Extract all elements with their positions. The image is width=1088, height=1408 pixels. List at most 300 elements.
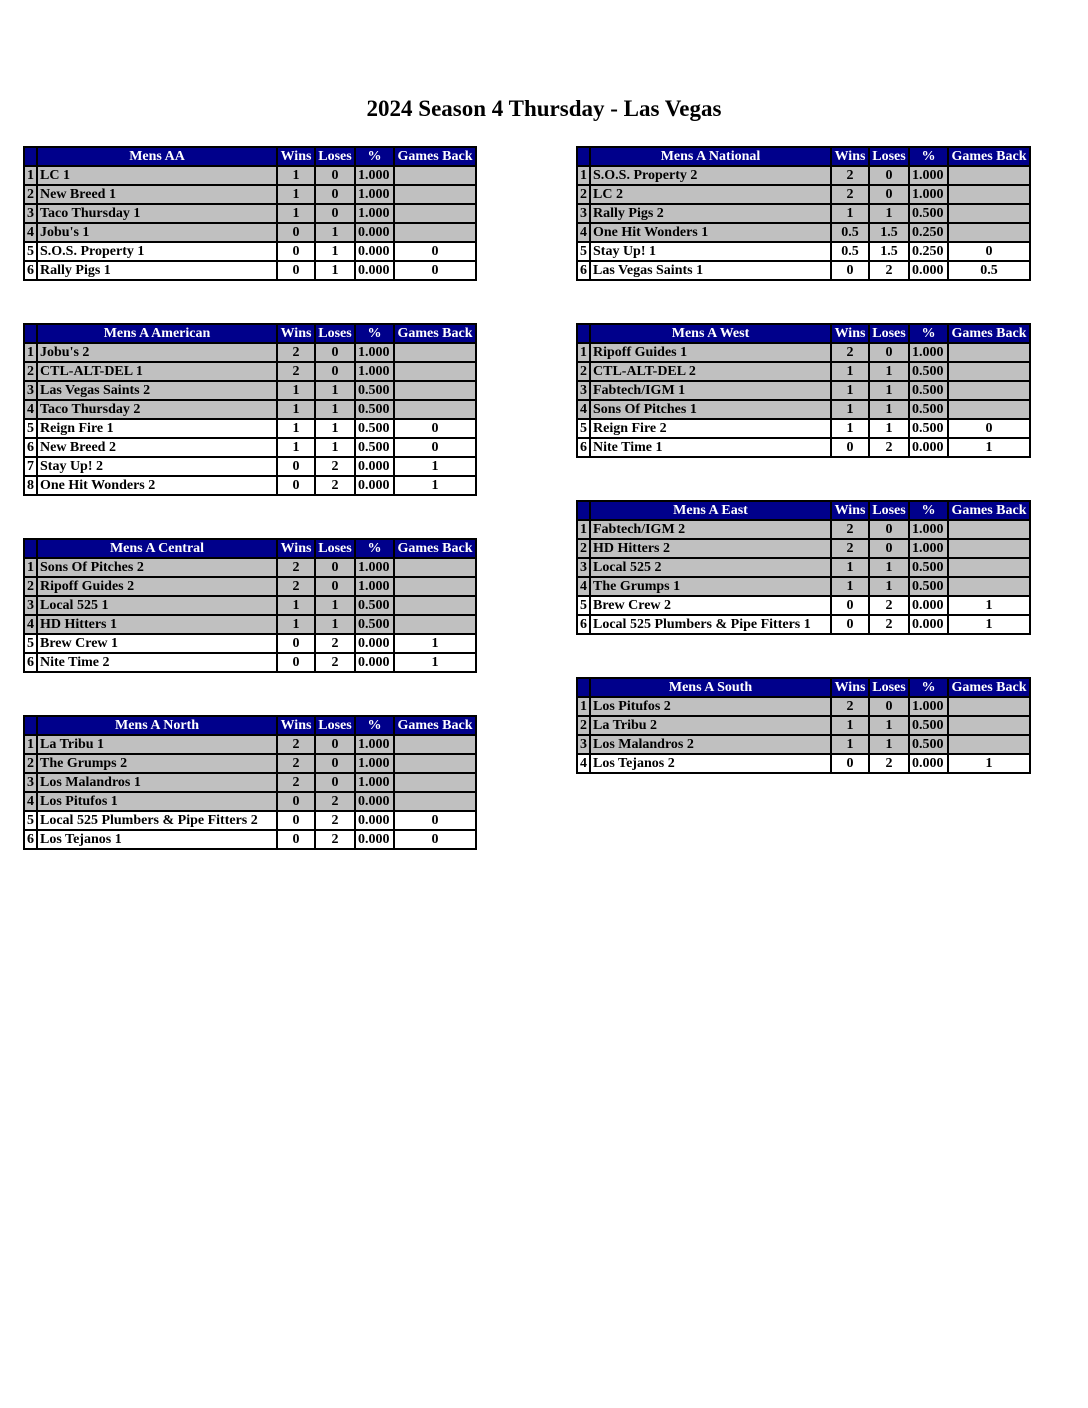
wins-cell: 2 (831, 343, 869, 362)
table-header-row (577, 324, 1030, 343)
games-back-cell (394, 577, 476, 596)
rank-cell: 4 (24, 615, 37, 634)
table-header-row (24, 716, 476, 735)
rank-cell: 6 (577, 438, 590, 457)
division-name: Mens A American (37, 324, 277, 343)
loses-cell: 1 (869, 362, 909, 381)
wins-cell: 0 (277, 653, 315, 672)
wins-cell: 1 (277, 596, 315, 615)
table-row (577, 735, 1030, 754)
wins-cell: 2 (277, 362, 315, 381)
table-row (24, 242, 476, 261)
table-row (577, 166, 1030, 185)
rank-cell: 6 (24, 261, 37, 280)
pct-cell: 0.000 (355, 242, 394, 261)
pct-cell: 1.000 (909, 697, 948, 716)
loses-header: Loses (315, 539, 355, 558)
loses-cell: 1 (315, 419, 355, 438)
wins-cell: 2 (831, 697, 869, 716)
rank-header (24, 147, 37, 166)
team-name: Nite Time 1 (590, 438, 831, 457)
games-back-cell: 1 (948, 754, 1030, 773)
pct-cell: 0.000 (355, 223, 394, 242)
team-name: Stay Up! 1 (590, 242, 831, 261)
wins-cell: 0 (831, 438, 869, 457)
pct-cell: 1.000 (909, 520, 948, 539)
wins-cell: 0.5 (831, 223, 869, 242)
team-name: HD Hitters 2 (590, 539, 831, 558)
rank-cell: 6 (24, 653, 37, 672)
loses-cell: 0 (869, 520, 909, 539)
table-header-row (24, 539, 476, 558)
wins-header: Wins (831, 501, 869, 520)
table-row (577, 577, 1030, 596)
table-row (577, 185, 1030, 204)
loses-cell: 1 (315, 438, 355, 457)
games-back-cell: 0 (394, 419, 476, 438)
games-back-cell: 1 (394, 634, 476, 653)
standings-table-mens-a-north (23, 715, 477, 850)
team-name: Local 525 Plumbers & Pipe Fitters 2 (37, 811, 277, 830)
games-back-cell (394, 343, 476, 362)
pct-header: % (909, 501, 948, 520)
wins-cell: 1 (831, 381, 869, 400)
loses-header: Loses (869, 324, 909, 343)
games-back-cell (948, 539, 1030, 558)
table-row (577, 558, 1030, 577)
wins-cell: 0 (277, 223, 315, 242)
left-column (23, 146, 477, 892)
table-row (24, 577, 476, 596)
wins-cell: 0 (277, 634, 315, 653)
games-back-header: Games Back (948, 147, 1030, 166)
pct-cell: 0.500 (909, 204, 948, 223)
standings-table-mens-a-south (576, 677, 1031, 774)
pct-cell: 0.500 (909, 577, 948, 596)
team-name: Local 525 1 (37, 596, 277, 615)
games-back-cell (394, 362, 476, 381)
team-name: Stay Up! 2 (37, 457, 277, 476)
rank-cell: 5 (24, 634, 37, 653)
rank-cell: 1 (577, 520, 590, 539)
games-back-header: Games Back (394, 324, 476, 343)
loses-cell: 2 (869, 596, 909, 615)
rank-cell: 3 (577, 558, 590, 577)
team-name: One Hit Wonders 2 (37, 476, 277, 495)
loses-header: Loses (869, 678, 909, 697)
rank-cell: 2 (577, 716, 590, 735)
pct-cell: 0.000 (909, 615, 948, 634)
pct-cell: 1.000 (355, 204, 394, 223)
team-name: Fabtech/IGM 1 (590, 381, 831, 400)
team-name: Local 525 Plumbers & Pipe Fitters 1 (590, 615, 831, 634)
rank-header (577, 501, 590, 520)
pct-cell: 0.500 (909, 362, 948, 381)
team-name: Rally Pigs 2 (590, 204, 831, 223)
games-back-cell (394, 615, 476, 634)
wins-cell: 1 (277, 438, 315, 457)
games-back-cell: 0 (394, 242, 476, 261)
team-name: Los Tejanos 1 (37, 830, 277, 849)
team-name: Rally Pigs 1 (37, 261, 277, 280)
rank-cell: 3 (24, 773, 37, 792)
standings-table-mens-a-east (576, 500, 1031, 635)
games-back-cell (394, 185, 476, 204)
rank-cell: 5 (24, 242, 37, 261)
games-back-cell: 0 (948, 419, 1030, 438)
team-name: CTL-ALT-DEL 1 (37, 362, 277, 381)
wins-cell: 2 (277, 558, 315, 577)
rank-cell: 6 (577, 615, 590, 634)
pct-cell: 1.000 (355, 343, 394, 362)
table-header-row (24, 324, 476, 343)
wins-cell: 2 (277, 735, 315, 754)
team-name: New Breed 1 (37, 185, 277, 204)
pct-cell: 0.000 (909, 754, 948, 773)
loses-header: Loses (869, 501, 909, 520)
pct-cell: 1.000 (355, 185, 394, 204)
loses-cell: 1 (315, 242, 355, 261)
table-header-row (577, 678, 1030, 697)
table-row (24, 596, 476, 615)
rank-cell: 3 (24, 204, 37, 223)
division-name: Mens A Central (37, 539, 277, 558)
table-row (24, 634, 476, 653)
team-name: Sons Of Pitches 1 (590, 400, 831, 419)
wins-cell: 1 (831, 577, 869, 596)
wins-header: Wins (831, 678, 869, 697)
loses-cell: 0 (315, 558, 355, 577)
games-back-cell (948, 166, 1030, 185)
team-name: The Grumps 2 (37, 754, 277, 773)
games-back-cell (948, 204, 1030, 223)
team-name: LC 1 (37, 166, 277, 185)
pct-cell: 1.000 (355, 773, 394, 792)
right-column (576, 146, 1031, 816)
rank-cell: 5 (577, 596, 590, 615)
wins-cell: 1 (277, 419, 315, 438)
games-back-cell (394, 773, 476, 792)
rank-cell: 4 (577, 400, 590, 419)
table-row (577, 697, 1030, 716)
table-header-row (577, 147, 1030, 166)
loses-cell: 0 (315, 735, 355, 754)
loses-cell: 2 (315, 792, 355, 811)
team-name: S.O.S. Property 2 (590, 166, 831, 185)
loses-header: Loses (869, 147, 909, 166)
loses-cell: 2 (315, 653, 355, 672)
wins-cell: 0.5 (831, 242, 869, 261)
wins-header: Wins (277, 324, 315, 343)
games-back-cell (394, 381, 476, 400)
standings-table-mens-a-central (23, 538, 477, 673)
table-row (577, 400, 1030, 419)
team-name: Fabtech/IGM 2 (590, 520, 831, 539)
team-name: Las Vegas Saints 2 (37, 381, 277, 400)
page-title: 2024 Season 4 Thursday - Las Vegas (366, 96, 722, 121)
rank-cell: 3 (577, 735, 590, 754)
games-back-header: Games Back (394, 539, 476, 558)
games-back-cell: 0.5 (948, 261, 1030, 280)
standings-table-mens-a-west (576, 323, 1031, 458)
table-row (24, 166, 476, 185)
loses-cell: 2 (315, 811, 355, 830)
wins-cell: 1 (831, 735, 869, 754)
table-row (24, 438, 476, 457)
table-row (577, 343, 1030, 362)
team-name: LC 2 (590, 185, 831, 204)
team-name: Brew Crew 2 (590, 596, 831, 615)
rank-cell: 1 (577, 166, 590, 185)
table-row (577, 242, 1030, 261)
rank-header (577, 678, 590, 697)
rank-cell: 5 (577, 419, 590, 438)
pct-cell: 0.500 (355, 615, 394, 634)
table-row (24, 615, 476, 634)
table-row (24, 792, 476, 811)
wins-header: Wins (831, 324, 869, 343)
rank-cell: 5 (24, 811, 37, 830)
rank-cell: 2 (24, 754, 37, 773)
pct-cell: 0.000 (355, 830, 394, 849)
team-name: La Tribu 1 (37, 735, 277, 754)
table-row (24, 204, 476, 223)
team-name: Taco Thursday 2 (37, 400, 277, 419)
pct-header: % (355, 716, 394, 735)
rank-cell: 3 (577, 204, 590, 223)
team-name: Las Vegas Saints 1 (590, 261, 831, 280)
games-back-cell (948, 520, 1030, 539)
games-back-cell: 1 (394, 476, 476, 495)
table-row (24, 754, 476, 773)
wins-cell: 0 (277, 261, 315, 280)
pct-cell: 0.500 (909, 735, 948, 754)
wins-cell: 1 (277, 204, 315, 223)
games-back-header: Games Back (948, 678, 1030, 697)
rank-cell: 4 (24, 792, 37, 811)
rank-cell: 2 (24, 577, 37, 596)
pct-cell: 0.000 (355, 634, 394, 653)
pct-cell: 0.500 (909, 419, 948, 438)
wins-cell: 1 (277, 381, 315, 400)
rank-cell: 1 (24, 558, 37, 577)
games-back-cell: 0 (394, 261, 476, 280)
wins-cell: 0 (831, 596, 869, 615)
games-back-cell (394, 754, 476, 773)
games-back-cell (948, 362, 1030, 381)
team-name: Brew Crew 1 (37, 634, 277, 653)
loses-cell: 1 (869, 558, 909, 577)
table-row (24, 400, 476, 419)
games-back-cell: 1 (948, 438, 1030, 457)
loses-cell: 1 (869, 204, 909, 223)
loses-cell: 0 (315, 754, 355, 773)
table-row (577, 261, 1030, 280)
team-name: La Tribu 2 (590, 716, 831, 735)
team-name: Reign Fire 1 (37, 419, 277, 438)
rank-cell: 2 (24, 362, 37, 381)
pct-cell: 1.000 (909, 185, 948, 204)
games-back-cell: 0 (394, 830, 476, 849)
pct-cell: 0.000 (355, 792, 394, 811)
pct-cell: 0.500 (355, 419, 394, 438)
table-row (24, 773, 476, 792)
games-back-cell (948, 185, 1030, 204)
pct-cell: 0.000 (909, 596, 948, 615)
games-back-cell: 0 (394, 438, 476, 457)
wins-cell: 1 (277, 615, 315, 634)
pct-cell: 0.000 (909, 438, 948, 457)
rank-header (577, 324, 590, 343)
table-row (24, 830, 476, 849)
loses-cell: 1 (869, 400, 909, 419)
team-name: Sons Of Pitches 2 (37, 558, 277, 577)
loses-cell: 2 (315, 830, 355, 849)
games-back-cell (948, 716, 1030, 735)
games-back-cell (394, 400, 476, 419)
division-name: Mens A West (590, 324, 831, 343)
team-name: Ripoff Guides 2 (37, 577, 277, 596)
division-name: Mens A National (590, 147, 831, 166)
loses-cell: 1 (315, 223, 355, 242)
wins-header: Wins (277, 539, 315, 558)
rank-header (577, 147, 590, 166)
wins-cell: 2 (277, 577, 315, 596)
team-name: The Grumps 1 (590, 577, 831, 596)
wins-cell: 0 (831, 754, 869, 773)
games-back-cell (948, 558, 1030, 577)
wins-cell: 0 (277, 811, 315, 830)
loses-cell: 0 (315, 343, 355, 362)
games-back-cell: 1 (948, 615, 1030, 634)
wins-cell: 1 (277, 166, 315, 185)
rank-cell: 5 (577, 242, 590, 261)
loses-cell: 0 (315, 362, 355, 381)
loses-cell: 2 (315, 476, 355, 495)
wins-cell: 2 (831, 520, 869, 539)
pct-cell: 1.000 (909, 343, 948, 362)
team-name: Local 525 2 (590, 558, 831, 577)
games-back-cell (948, 223, 1030, 242)
pct-cell: 0.500 (355, 438, 394, 457)
games-back-cell: 1 (948, 596, 1030, 615)
wins-cell: 2 (831, 166, 869, 185)
loses-cell: 2 (315, 634, 355, 653)
loses-cell: 0 (315, 773, 355, 792)
rank-cell: 6 (24, 438, 37, 457)
wins-cell: 1 (831, 716, 869, 735)
wins-cell: 1 (277, 400, 315, 419)
wins-cell: 2 (831, 539, 869, 558)
rank-cell: 2 (577, 362, 590, 381)
pct-cell: 1.000 (909, 539, 948, 558)
loses-cell: 0 (315, 166, 355, 185)
rank-cell: 5 (24, 419, 37, 438)
team-name: Los Pitufos 1 (37, 792, 277, 811)
pct-header: % (355, 539, 394, 558)
rank-header (24, 539, 37, 558)
loses-cell: 1 (869, 419, 909, 438)
loses-cell: 1 (869, 577, 909, 596)
pct-cell: 0.500 (909, 381, 948, 400)
rank-cell: 6 (24, 830, 37, 849)
pct-cell: 0.000 (355, 261, 394, 280)
team-name: Los Malandros 1 (37, 773, 277, 792)
pct-cell: 0.500 (909, 400, 948, 419)
rank-cell: 3 (24, 596, 37, 615)
table-row (577, 520, 1030, 539)
team-name: Ripoff Guides 1 (590, 343, 831, 362)
wins-cell: 0 (277, 830, 315, 849)
team-name: Jobu's 1 (37, 223, 277, 242)
team-name: Los Tejanos 2 (590, 754, 831, 773)
wins-cell: 1 (831, 204, 869, 223)
table-row (24, 811, 476, 830)
table-row (577, 754, 1030, 773)
pct-cell: 0.500 (355, 400, 394, 419)
table-row (577, 419, 1030, 438)
wins-cell: 0 (831, 615, 869, 634)
loses-cell: 1 (315, 381, 355, 400)
standings-table-mens-a-american (23, 323, 477, 496)
pct-header: % (355, 324, 394, 343)
loses-cell: 2 (869, 261, 909, 280)
pct-cell: 1.000 (909, 166, 948, 185)
loses-cell: 1.5 (869, 223, 909, 242)
table-row (577, 615, 1030, 634)
rank-cell: 7 (24, 457, 37, 476)
wins-cell: 0 (277, 242, 315, 261)
team-name: Jobu's 2 (37, 343, 277, 362)
pct-cell: 0.250 (909, 223, 948, 242)
wins-cell: 1 (831, 400, 869, 419)
loses-cell: 0 (315, 577, 355, 596)
table-row (577, 362, 1030, 381)
table-row (577, 204, 1030, 223)
pct-header: % (355, 147, 394, 166)
loses-cell: 0 (315, 185, 355, 204)
pct-cell: 0.000 (355, 457, 394, 476)
loses-cell: 2 (869, 754, 909, 773)
team-name: Los Malandros 2 (590, 735, 831, 754)
loses-cell: 0 (315, 204, 355, 223)
loses-header: Loses (315, 716, 355, 735)
loses-cell: 0 (869, 166, 909, 185)
loses-cell: 1 (869, 735, 909, 754)
games-back-header: Games Back (394, 716, 476, 735)
rank-cell: 1 (577, 343, 590, 362)
table-row (577, 438, 1030, 457)
loses-cell: 1 (315, 400, 355, 419)
loses-cell: 1 (869, 381, 909, 400)
wins-cell: 1 (831, 558, 869, 577)
games-back-cell (394, 558, 476, 577)
table-row (24, 558, 476, 577)
wins-header: Wins (831, 147, 869, 166)
division-name: Mens AA (37, 147, 277, 166)
table-row (24, 185, 476, 204)
wins-cell: 0 (277, 457, 315, 476)
wins-cell: 2 (277, 754, 315, 773)
loses-header: Loses (315, 147, 355, 166)
pct-cell: 0.500 (909, 716, 948, 735)
rank-cell: 2 (577, 539, 590, 558)
pct-cell: 0.500 (355, 381, 394, 400)
rank-cell: 3 (24, 381, 37, 400)
games-back-cell (394, 792, 476, 811)
division-name: Mens A South (590, 678, 831, 697)
games-back-header: Games Back (948, 324, 1030, 343)
